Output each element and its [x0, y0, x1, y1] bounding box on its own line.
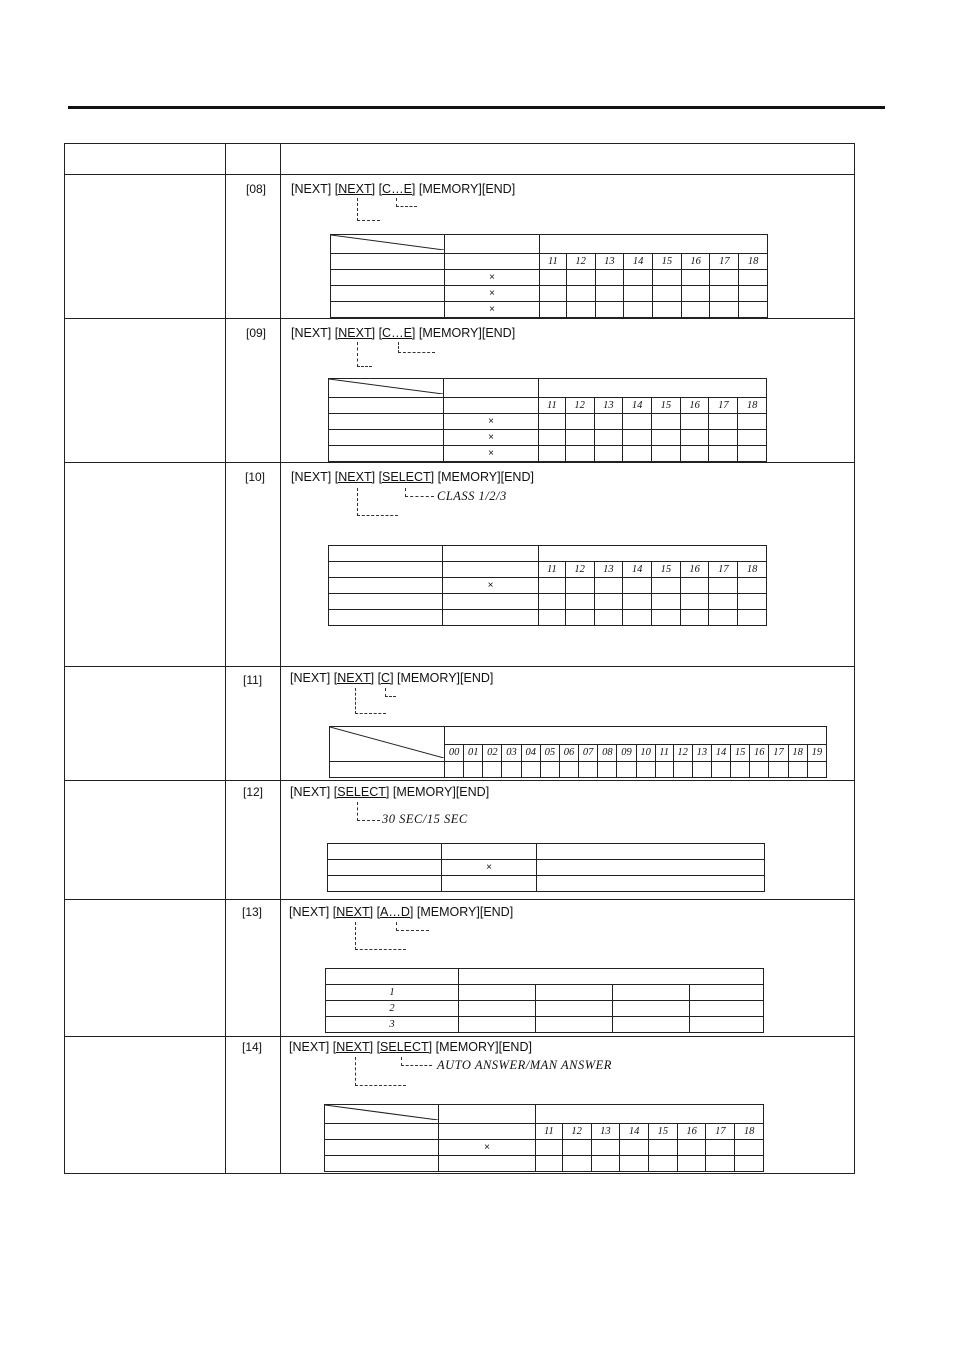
col-header: 17 [769, 744, 788, 762]
col-header: 03 [502, 744, 521, 762]
col-header: 14 [620, 1124, 649, 1140]
diagonal-line [330, 727, 444, 758]
default-mark: × [439, 1140, 536, 1156]
col-header: 16 [680, 398, 709, 414]
leader-line [396, 198, 417, 207]
key-memory: [MEMORY] [397, 671, 461, 685]
key-end: [END] [460, 671, 494, 685]
col-header: 17 [706, 1124, 735, 1140]
row-sep [64, 1036, 854, 1037]
leader-line [398, 342, 435, 353]
default-mark: × [444, 414, 539, 430]
default-mark: × [443, 578, 539, 594]
default-mark: × [445, 270, 540, 286]
col-header: 11 [539, 398, 566, 414]
code-label: [09] [246, 326, 267, 340]
setting-grid [327, 843, 765, 892]
setting-grid [328, 545, 767, 626]
col-header: 17 [709, 398, 738, 414]
leader-line [357, 488, 398, 516]
key-next: [NEXT] [332, 1040, 374, 1054]
col-header: 11 [536, 1124, 563, 1140]
col-header: 05 [540, 744, 559, 762]
col-header: 11 [540, 254, 567, 270]
key-range: [C…E] [378, 326, 416, 340]
diagonal-header-cell [330, 727, 445, 762]
col-header: 15 [649, 1124, 678, 1140]
col-header: 13 [594, 398, 623, 414]
code-label: [12] [243, 785, 264, 799]
col-header: 13 [692, 744, 711, 762]
header-row-bottom [64, 174, 854, 175]
column-divider-2 [280, 143, 281, 1173]
key-end: [END] [500, 470, 534, 484]
key-memory: [MEMORY] [437, 470, 501, 484]
code-label: [14] [242, 1040, 263, 1054]
col-header: 02 [483, 744, 502, 762]
level-label: 3 [326, 1017, 459, 1033]
option-note: 30 SEC/15 SEC [382, 812, 468, 826]
key-next: [NEXT] [334, 470, 376, 484]
default-mark [443, 610, 539, 626]
option-note: AUTO ANSWER/MAN ANSWER [437, 1058, 612, 1072]
key-sequence [290, 671, 493, 685]
leader-line [401, 1057, 432, 1066]
col-header: 00 [445, 744, 464, 762]
code-label: [10] [245, 470, 266, 484]
key-range: [C…E] [378, 182, 416, 196]
col-header: 13 [591, 1124, 620, 1140]
col-header: 14 [623, 398, 652, 414]
key-end: [END] [498, 1040, 532, 1054]
key-next: [NEXT] [333, 671, 375, 685]
col-header: 12 [566, 254, 595, 270]
col-header: 11 [539, 562, 566, 578]
default-mark: × [445, 302, 540, 318]
key-range: [A…D] [376, 905, 414, 919]
row-sep [64, 780, 854, 781]
default-mark: × [444, 430, 539, 446]
key-next: [NEXT] [289, 1040, 330, 1054]
key-next: [NEXT] [291, 326, 332, 340]
key-end: [END] [479, 905, 514, 919]
option-note: CLASS 1/2/3 [437, 489, 507, 503]
key-memory: [MEMORY] [416, 905, 480, 919]
key-c: [C] [377, 671, 394, 685]
level-label: 2 [326, 1001, 459, 1017]
key-select: [SELECT] [333, 785, 390, 799]
key-sequence [290, 785, 489, 799]
col-header: 08 [598, 744, 617, 762]
key-next: [NEXT] [334, 182, 376, 196]
key-memory: [MEMORY] [418, 182, 482, 196]
col-header: 17 [710, 254, 739, 270]
col-header: 16 [677, 1124, 706, 1140]
key-end: [END] [455, 785, 490, 799]
key-memory: [MEMORY] [435, 1040, 499, 1054]
leader-line [355, 1057, 406, 1086]
row-sep [64, 462, 854, 463]
setting-grid [324, 1104, 764, 1172]
default-mark: × [445, 286, 540, 302]
key-next: [NEXT] [290, 671, 331, 685]
col-header: 18 [738, 562, 767, 578]
col-header: 17 [709, 562, 738, 578]
col-header: 04 [521, 744, 540, 762]
default-mark: × [444, 446, 539, 462]
level-grid [325, 968, 764, 1033]
col-header: 18 [739, 254, 768, 270]
level-label: 1 [326, 985, 459, 1001]
col-header: 14 [624, 254, 653, 270]
code-label: [13] [242, 905, 263, 919]
code-label: [11] [243, 673, 263, 687]
key-memory: [MEMORY] [418, 326, 482, 340]
col-header: 01 [464, 744, 483, 762]
default-mark [442, 876, 537, 892]
leader-line [385, 688, 396, 697]
col-header: 18 [788, 744, 807, 762]
key-sequence [289, 1040, 532, 1054]
col-header: 10 [636, 744, 655, 762]
diagonal-line [331, 235, 444, 250]
key-next: [NEXT] [291, 182, 332, 196]
col-header: 18 [738, 398, 767, 414]
leader-line [357, 802, 380, 821]
key-sequence [291, 470, 534, 484]
diagonal-header-cell [331, 235, 445, 254]
leader-line [357, 198, 380, 221]
key-sequence [291, 182, 515, 196]
col-header: 13 [594, 562, 623, 578]
col-header: 18 [735, 1124, 764, 1140]
col-header: 16 [681, 254, 710, 270]
key-next: [NEXT] [332, 905, 374, 919]
key-sequence [291, 326, 515, 340]
col-header: 19 [807, 744, 826, 762]
row-sep [64, 899, 854, 900]
header-rule [68, 106, 885, 109]
diagonal-line [329, 379, 443, 394]
col-header: 14 [711, 744, 730, 762]
key-next: [NEXT] [291, 470, 332, 484]
code-label: [08] [246, 182, 267, 196]
col-header: 16 [680, 562, 709, 578]
col-header: 06 [559, 744, 578, 762]
diagonal-header-cell [329, 379, 444, 398]
setting-grid-wide [329, 726, 827, 778]
key-next: [NEXT] [290, 785, 331, 799]
col-header: 12 [562, 1124, 591, 1140]
col-header: 14 [623, 562, 652, 578]
col-header: 07 [579, 744, 598, 762]
leader-line [357, 342, 372, 367]
column-divider-1 [225, 143, 226, 1173]
col-header: 12 [673, 744, 692, 762]
leader-line [396, 922, 429, 931]
col-header: 15 [652, 562, 681, 578]
setting-grid [328, 378, 767, 462]
diagonal-header-cell [325, 1105, 439, 1124]
key-select: [SELECT] [378, 470, 435, 484]
key-end: [END] [481, 326, 516, 340]
key-select: [SELECT] [376, 1040, 433, 1054]
key-next: [NEXT] [334, 326, 376, 340]
default-mark: × [442, 860, 537, 876]
col-header: 12 [565, 398, 594, 414]
row-sep [64, 318, 854, 319]
row-sep [64, 666, 854, 667]
leader-line [355, 688, 386, 714]
col-header: 15 [652, 398, 681, 414]
col-header: 13 [595, 254, 624, 270]
default-mark [439, 1156, 536, 1172]
col-header: 09 [617, 744, 636, 762]
key-memory: [MEMORY] [392, 785, 456, 799]
key-end: [END] [481, 182, 516, 196]
default-mark [443, 594, 539, 610]
col-header: 12 [565, 562, 594, 578]
key-next: [NEXT] [289, 905, 330, 919]
col-header: 15 [653, 254, 682, 270]
diagonal-line [325, 1105, 438, 1120]
col-header: 15 [731, 744, 750, 762]
leader-line [405, 488, 434, 497]
col-header: 16 [750, 744, 769, 762]
col-header: 11 [655, 744, 673, 762]
key-sequence [289, 905, 513, 919]
setting-grid [330, 234, 768, 318]
